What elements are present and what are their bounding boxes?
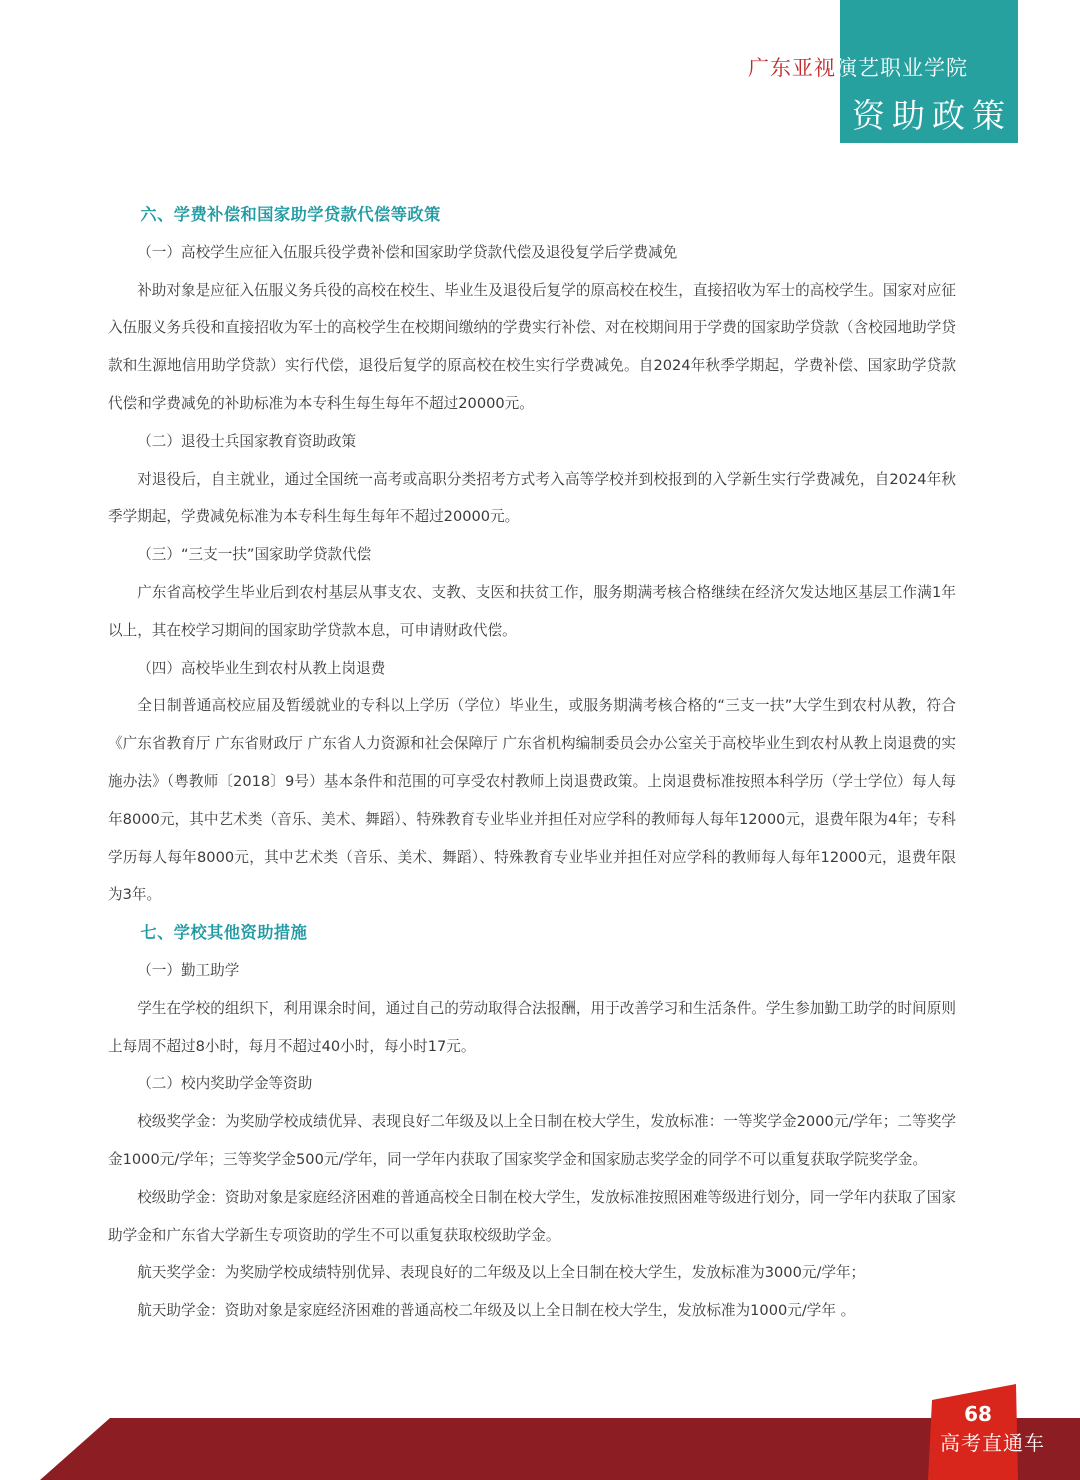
section-6-4-title: （四）高校毕业生到农村从教上岗退费 <box>137 659 386 677</box>
section-6-2-title: （二）退役士兵国家教育资助政策 <box>137 432 357 450</box>
section-6-1-body: 补助对象是应征入伍服义务兵役的高校在校生、毕业生及退役后复学的原高校在校生，直接招收为军士的高校学生。国家对应征入伍服义务兵役和直接招收为军士的高校学生在校期间缴纳的学费实行补偿、对在校期间用于学费的国家助学贷款（含校园地助学贷款和生源地信用助学贷款）实行代偿，退役后复学的原高校在校生实行学费减免。自2024年秋季学期起，学费补偿、国家助学贷款代偿和学费减免的补助标准为本专科生每生每年不超过20000元。 <box>108 281 956 412</box>
footer-bar <box>0 1418 1080 1480</box>
section-7-heading: 七、学校其他资助措施 <box>140 923 308 943</box>
section-6-heading: 六、学费补偿和国家助学贷款代偿等政策 <box>140 205 441 224</box>
section-title: 资助政策 <box>852 96 1012 135</box>
section-7-2-body-1: 校级奖学金：为奖励学校成绩优异、表现良好二年级及以上全日制在校大学生，发放标准：一等奖学金2000元/学年；二等奖学金1000元/学年；三等奖学金500元/学年，同一学年内获取了国家奖学金和国家励志奖学金的同学不可以重复获取学院奖学金。 <box>108 1113 956 1168</box>
section-6-4-body: 全日制普通高校应届及暂缓就业的专科以上学历（学位）毕业生，或服务期满考核合格的“三支一扶”大学生到农村从教，符合《广东省教育厅 广东省财政厅 广东省人力资源和社会保障厅 广东省机构编制委员会办公室关于高校毕业生到农村从教上岗退费的实施办法》（粤教师〔2018〕9号）基本条件和范围的可享受农村教师上岗退费政策。上岗退费标准按照本科学历（学士学位）每人每年8000元，其中艺术类（音乐、美术、舞蹈）、特殊教育专业毕业并担任对应学科的教师每人每年12000元，退费年限为4年；专科学历每人每年8000元，其中艺术类（音乐、美术、舞蹈）、特殊教育专业毕业并担任对应学科的教师每人每年12000元，退费年限为3年。 <box>108 697 956 904</box>
section-7-1-title: （一）勤工助学 <box>137 961 240 979</box>
section-6-3-body: 广东省高校学生毕业后到农村基层从事支农、支教、支医和扶贫工作，服务期满考核合格继续在经济欠发达地区基层工作满1年以上，其在校学习期间的国家助学贷款本息，可申请财政代偿。 <box>108 583 956 639</box>
section-7-2-body-3: 航天奖学金：为奖励学校成绩特别优异、表现良好的二年级及以上全日制在校大学生，发放标准为3000元/学年； <box>137 1264 866 1282</box>
section-7-2-body-2: 校级助学金：资助对象是家庭经济困难的普通高校全日制在校大学生，发放标准按照困难等级进行划分，同一学年内获取了国家助学金和广东省大学新生专项资助的学生不可以重复获取校级助学金。 <box>108 1188 956 1244</box>
document-body <box>108 196 956 1330</box>
section-6-3-title: （三）“三支一扶”国家助学贷款代偿 <box>137 546 372 564</box>
watermark: 高考直通车 <box>940 1431 1045 1455</box>
page-number: 68 <box>964 1402 992 1426</box>
section-7-2-body-4: 航天助学金：资助对象是家庭经济困难的普通高校二年级及以上全日制在校大学生，发放标准为1000元/学年 。 <box>137 1302 856 1320</box>
school-name <box>748 52 968 82</box>
section-6-1-title: （一）高校学生应征入伍服兵役学费补偿和国家助学贷款代偿及退役复学后学费减免 <box>137 243 678 261</box>
section-6-2-body: 对退役后，自主就业，通过全国统一高考或高职分类招考方式考入高等学校并到校报到的入学新生实行学费减免，自2024年秋季学期起，学费减免标准为本专科生每生每年不超过20000元。 <box>108 470 956 526</box>
section-7-1-body: 学生在学校的组织下，利用课余时间，通过自己的劳动取得合法报酬，用于改善学习和生活条件。学生参加勤工助学的时间原则上每周不超过8小时，每月不超过40小时，每小时17元。 <box>108 999 956 1055</box>
section-7-2-title: （二）校内奖助学金等资助 <box>137 1075 313 1093</box>
school-name-part2: 演艺职业学院 <box>836 56 968 80</box>
school-name-part1: 广东亚视 <box>748 56 836 80</box>
